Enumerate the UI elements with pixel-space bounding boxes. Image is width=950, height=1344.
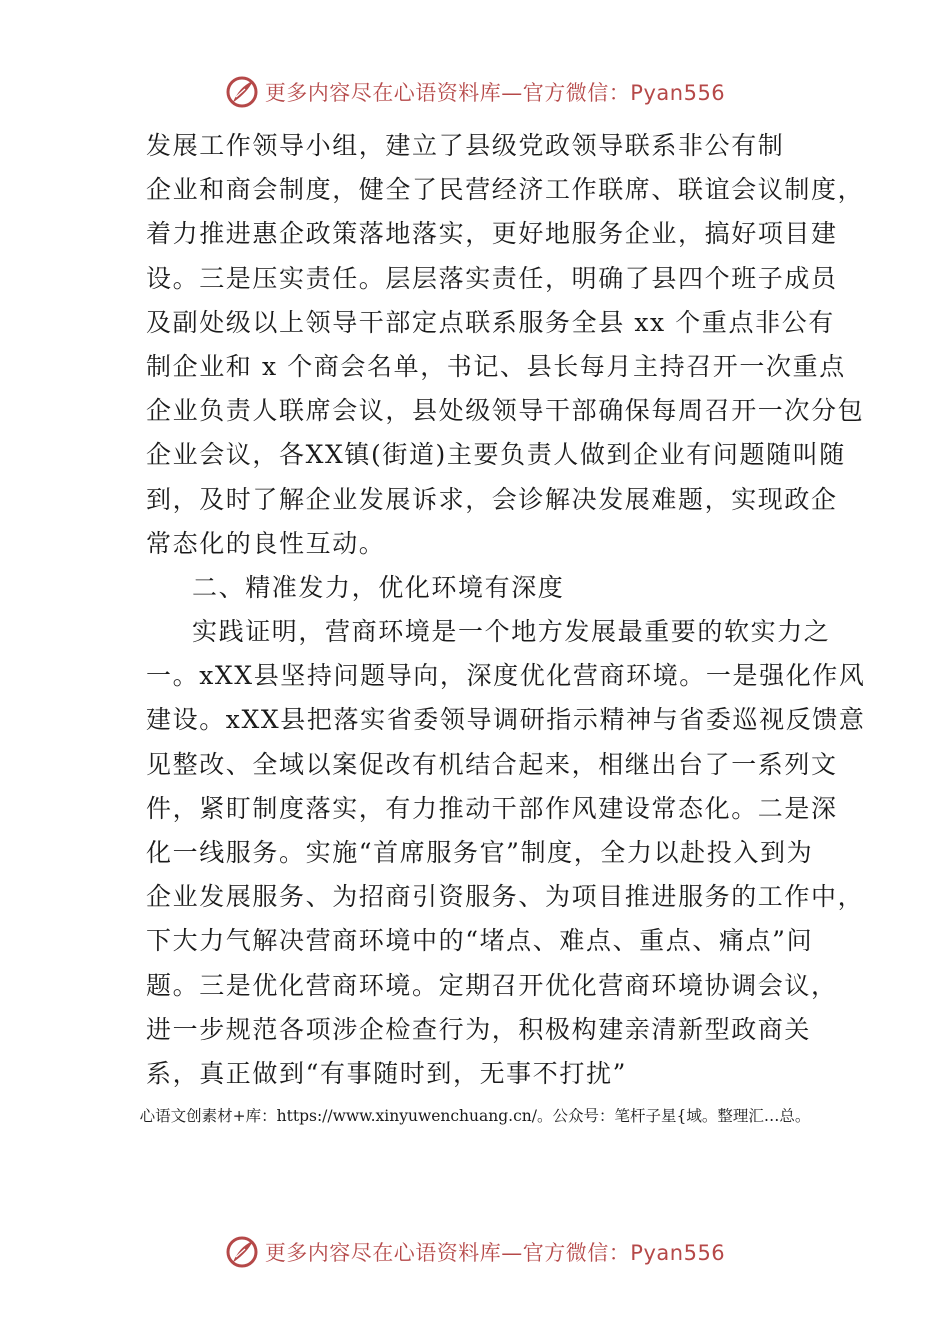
text-line: 设。三是压实责任。层层落实责任，明确了县四个班子成员 — [146, 263, 838, 293]
header-banner-text: 更多内容尽在心语资料库—官方微信：Pyan556 — [264, 81, 726, 105]
document-body — [146, 124, 866, 1096]
feather-circle-logo-icon — [225, 1235, 259, 1269]
text-line: 题。三是优化营商环境。定期召开优化营商环境协调会议， — [146, 970, 838, 1000]
footer-banner — [0, 1230, 950, 1274]
paragraph — [146, 610, 866, 1096]
text-line: 企业会议，各XX镇(街道)主要负责人做到企业有问题随叫随 — [146, 440, 846, 470]
text-line: 一。xXX县坚持问题导向，深度优化营商环境。一是强化作风 — [146, 661, 866, 691]
text-line: 到，及时了解企业发展诉求，会诊解决发展难题，实现政企 — [146, 484, 838, 514]
text-line: 企业发展服务、为招商引资服务、为项目推进服务的工作中， — [146, 882, 865, 912]
text-line: 企业负责人联席会议，县处级领导干部确保每周召开一次分包 — [146, 396, 865, 426]
text-line: 实践证明，营商环境是一个地方发展最重要的软实力之 — [192, 617, 831, 647]
text-line: 制企业和 x 个商会名单，书记、县长每月主持召开一次重点 — [146, 351, 846, 381]
text-line: 件，紧盯制度落实，有力推动干部作风建设常态化。二是深 — [146, 793, 838, 823]
text-line: 下大力气解决营商环境中的“堵点、难点、重点、痛点”问 — [146, 926, 814, 956]
paragraph — [146, 124, 865, 566]
header-banner — [0, 70, 950, 114]
text-line: 见整改、全域以案促改有机结合起来，相继出台了一系列文 — [146, 749, 838, 779]
text-line: 常态化的良性互动。 — [146, 528, 386, 558]
footer-banner-text: 更多内容尽在心语资料库—官方微信：Pyan556 — [264, 1241, 726, 1265]
text-line: 二、精准发力，优化环境有深度 — [192, 572, 565, 602]
paragraph — [146, 566, 826, 610]
text-line: 进一步规范各项涉企检查行为，积极构建亲清新型政商关 — [146, 1014, 812, 1044]
text-line: 系，真正做到“有事随时到，无事不打扰” — [146, 1058, 627, 1088]
text-line: 企业和商会制度，健全了民营经济工作联席、联谊会议制度， — [146, 175, 865, 205]
source-footnote: 心语文创素材+库：https://www.xinyuwenchuang.cn/。公众号：笔杆子星{域。整理汇…总。 — [139, 1107, 811, 1125]
text-line: 发展工作领导小组，建立了县级党政领导联系非公有制 — [146, 131, 785, 160]
text-line: 化一线服务。实施“首席服务官”制度，全力以赴投入到为 — [146, 838, 814, 867]
feather-circle-logo-icon — [225, 75, 259, 109]
text-line: 及副处级以上领导干部定点联系服务全县 xx 个重点非公有 — [146, 307, 835, 337]
text-line: 着力推进惠企政策落地落实，更好地服务企业，搞好项目建 — [146, 219, 838, 249]
text-line: 建设。xXX县把落实省委领导调研指示精神与省委巡视反馈意 — [146, 705, 866, 735]
